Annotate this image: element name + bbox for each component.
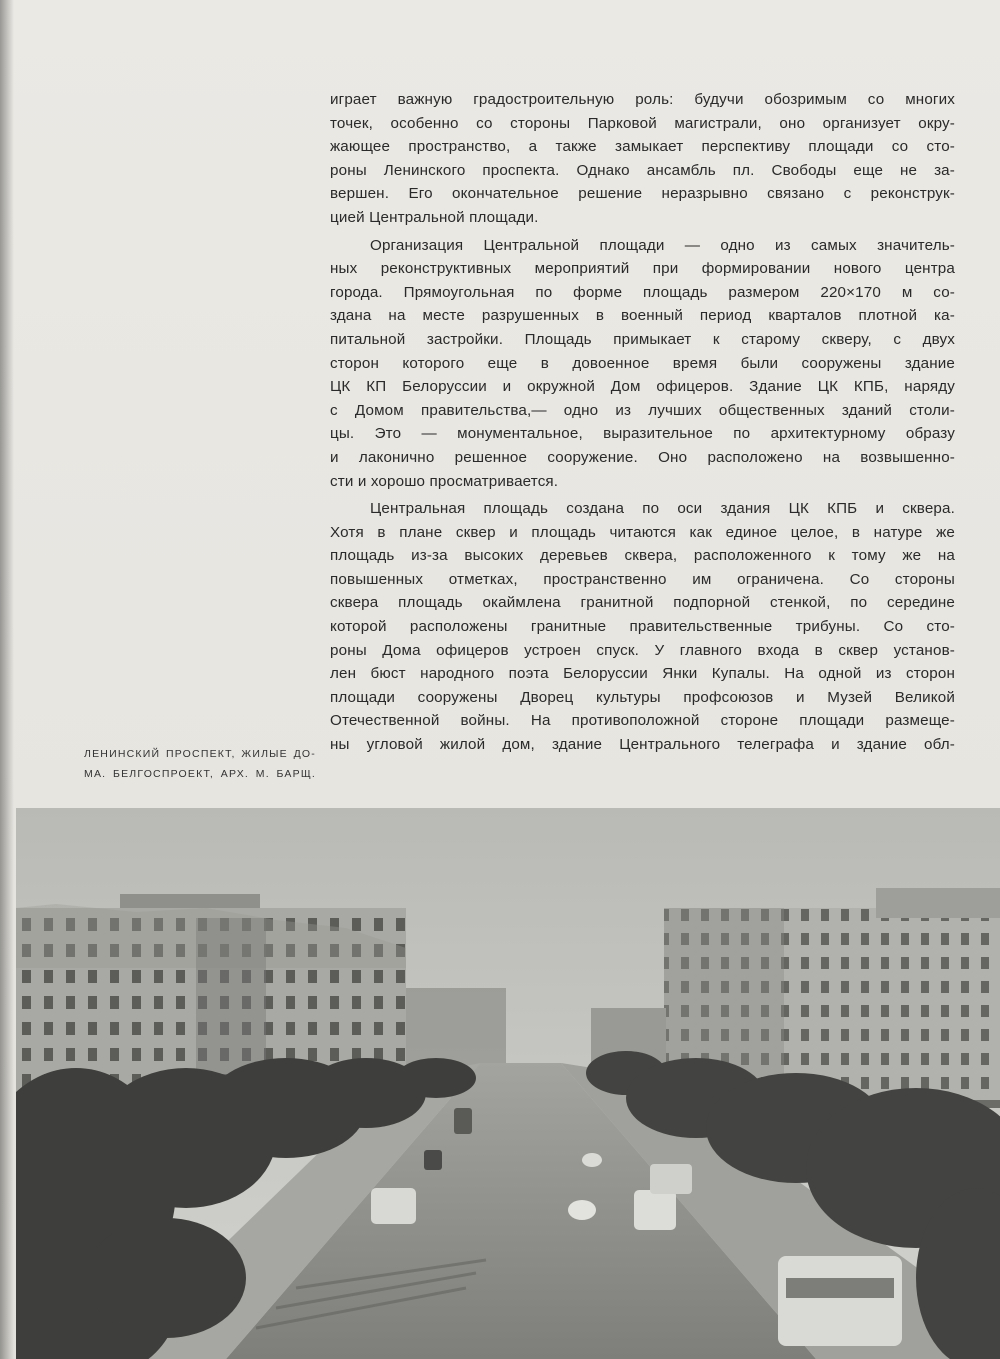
text-line: города. Прямоугольная по форме площадь размером 220×170 м со- [330,283,955,301]
text-line: которой расположены гранитные правительственные трибуны. Со сто- [330,618,955,636]
text-line: площадь из-за высоких деревьев сквера, расположенного к тому же на [330,547,955,565]
street-photo-illustration [16,808,1000,1359]
text-line: и лаконично решенное сооружение. Оно расположено на возвышенно- [330,448,955,466]
text-line: точек, особенно со стороны Парковой магистрали, оно организует окру- [330,114,955,132]
text-line: здана на месте разрушенных в военный период кварталов плотной ка- [330,307,955,325]
text-line: с Домом правительства,— одно из лучших общественных зданий столи- [330,401,955,419]
text-line: сторон которого еще в довоенное время были сооружены здание [330,354,955,372]
binding-shadow [0,0,14,1359]
text-line: цы. Это — монументальное, выразительное по архитектурному образу [330,425,955,443]
photo-caption [84,744,316,784]
paragraph-1 [330,88,955,230]
text-line: роны Дома офицеров устроен спуск. У главного входа в сквер установ- [330,641,955,659]
text-line: роны Ленинского проспекта. Однако ансамбль пл. Свободы еще не за- [330,161,955,179]
text-line: вершен. Его окончательное решение неразрывно связано с реконструк- [330,185,955,203]
text-line: повышенных отметках, пространственно им ограничена. Со стороны [330,570,955,588]
text-line: ных реконструктивных мероприятий при формировании нового центра [330,260,955,278]
street-photo [16,808,1000,1359]
caption-line: ЛЕНИНСКИЙ ПРОСПЕКТ, ЖИЛЫЕ ДО- [84,748,316,760]
text-line: питальной застройки. Площадь примыкает к старому скверу, с двух [330,330,955,348]
text-line: сти и хорошо просматривается. [330,472,559,490]
text-line: играет важную градостроительную роль: будучи обозримым со многих [330,91,955,108]
text-line: цией Центральной площади. [330,208,539,226]
text-line: Хотя в плане сквер и площадь читаются как единое целое, в натуре же [330,523,955,541]
text-line: ЦК КП Белоруссии и окружной Дом офицеров. Здание ЦК КПБ, наряду [330,378,955,396]
text-line: ны угловой жилой дом, здание Центрального телеграфа и здание обл- [330,736,955,754]
body-text-column [330,88,955,761]
paragraph-2 [330,234,955,494]
text-line: лен бюст народного поэта Белоруссии Янки Купалы. На одной из сторон [330,665,955,683]
text-line: сквера площадь окаймлена гранитной подпорной стенкой, по середине [330,594,955,612]
caption-line: МА. БЕЛГОСПРОЕКТ, АРХ. М. БАРЩ. [84,768,316,780]
text-line: площади сооружены Дворец культуры профсоюзов и Музей Великой [330,688,955,706]
text-line: Отечественной войны. На противоположной стороне площади размеще- [330,712,955,730]
text-line: Организация Центральной площади — одно из самых значитель- [370,236,955,254]
paragraph-3 [330,497,955,757]
text-line: Центральная площадь создана по оси здания ЦК КПБ и сквера. [370,500,955,518]
text-line: жающее пространство, а также замыкает перспективу площади со сто- [330,138,955,156]
